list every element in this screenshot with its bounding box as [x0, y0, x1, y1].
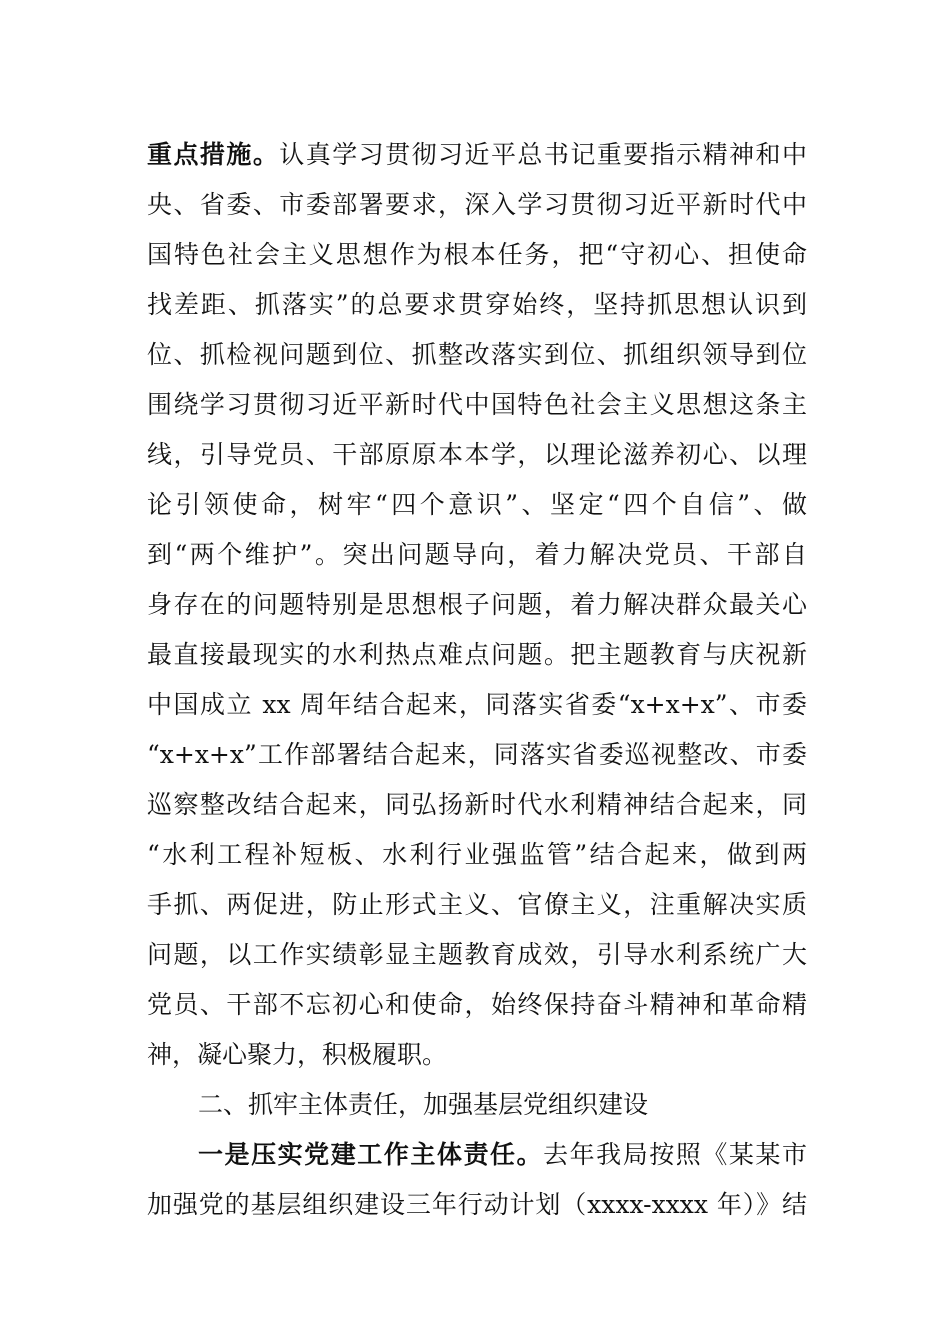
paragraph-line — [198, 1138, 807, 1172]
paragraph-line: 找差距、抓落实”的总要求贯穿始终，坚持抓思想认识到 — [147, 290, 807, 319]
paragraph-line: 到“两个维护”。突出问题导向，着力解决党员、干部自 — [147, 540, 807, 569]
paragraph-line: 最直接最现实的水利热点难点问题。把主题教育与庆祝新 — [147, 640, 807, 669]
paragraph-lead: 一是压实党建工作主体责任。 — [198, 1140, 544, 1169]
paragraph-lead: 重点措施。 — [147, 140, 280, 169]
paragraph-line: 加强党的基层组织建设三年行动计划（xxxx-xxxx 年）》结 — [147, 1190, 807, 1219]
paragraph-line: 央、省委、市委部署要求，深入学习贯彻习近平新时代中 — [147, 190, 807, 219]
paragraph-line: 线，引导党员、干部原原本本学，以理论滋养初心、以理 — [147, 440, 807, 469]
section-heading: 二、抓牢主体责任，加强基层党组织建设 — [198, 1090, 649, 1119]
paragraph-line: 围绕学习贯彻习近平新时代中国特色社会主义思想这条主 — [147, 390, 807, 419]
paragraph-line: 中国成立 xx 周年结合起来，同落实省委“x+x+x”、市委 — [147, 690, 807, 719]
paragraph-line: 手抓、两促进，防止形式主义、官僚主义，注重解决实质 — [147, 890, 807, 919]
paragraph-line: “x+x+x”工作部署结合起来，同落实省委巡视整改、市委 — [147, 740, 807, 769]
paragraph-line: 身存在的问题特别是思想根子问题，着力解决群众最关心 — [147, 590, 807, 619]
paragraph-line: 党员、干部不忘初心和使命，始终保持奋斗精神和革命精 — [147, 990, 807, 1019]
paragraph-line: 巡察整改结合起来，同弘扬新时代水利精神结合起来，同 — [147, 790, 807, 819]
paragraph-line — [147, 138, 807, 172]
paragraph-line: “水利工程补短板、水利行业强监管”结合起来，做到两 — [147, 840, 807, 869]
paragraph-text: 去年我局按照《某某市 — [543, 1140, 807, 1169]
paragraph-line: 问题，以工作实绩彰显主题教育成效，引导水利系统广大 — [147, 940, 807, 969]
paragraph-line: 论引领使命，树牢“四个意识”、坚定“四个自信”、做 — [147, 490, 807, 519]
paragraph-line: 位、抓检视问题到位、抓整改落实到位、抓组织领导到位 — [147, 340, 807, 369]
paragraph-line: 国特色社会主义思想作为根本任务，把“守初心、担使命 — [147, 240, 807, 269]
paragraph-line: 神，凝心聚力，积极履职。 — [147, 1040, 448, 1069]
paragraph-text: 认真学习贯彻习近平总书记重要指示精神和中 — [279, 140, 807, 169]
